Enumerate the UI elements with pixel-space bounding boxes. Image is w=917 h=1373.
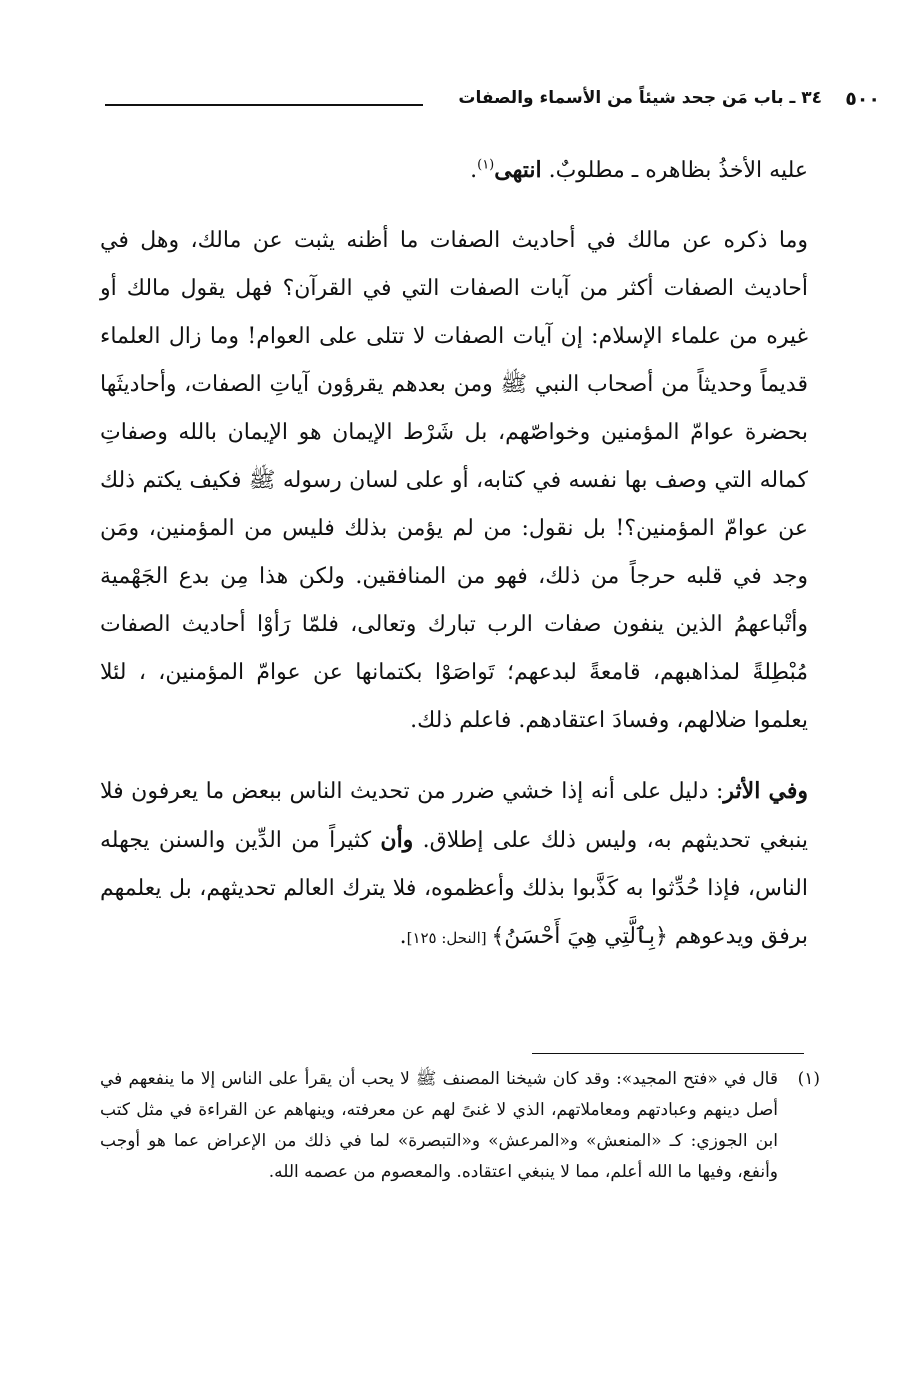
running-header (105, 88, 880, 118)
paragraph-2: وما ذكره عن مالك في أحاديث الصفات ما أظنه يثبت عن مالك، وهل في أحاديث الصفات أكثر من آيات الصفات التي في القرآن؟ فهل يقول مالك أو غيره من علماء الإسلام: إن آيات الصفات لا تتلى على العوام! وما زال العلماء قديماً وحديثاً من أصحاب النبي ﷺ ومن بعدهم يقرؤون آياتِ الصفات، وأحاديثَها بحضرة عوامّ المؤمنين وخواصّهم، بل شَرْط الإيمان هو الإيمان بالله وصفاتِ كماله التي وصف بها نفسه في كتابه، أو على لسان رسوله ﷺ فكيف يكتم ذلك عن عوامّ المؤمنين؟! بل نقول: من لم يؤمن بذلك فليس من المؤمنين، ومَن وجد في قلبه حرجاً من ذلك، فهو من المنافقين. ولكن هذا مِن بدع الجَهْمية وأتْباعهمُ الذين ينفون صفات الرب تبارك وتعالى، فلمّا رَأوْا أحاديث الصفات مُبْطِلةً لمذاهبهم، قامعةً لبدعهم؛ تَواصَوْا بكتمانها عن عوامّ المؤمنين، ، لئلا يعلموا ضلالهم، وفسادَ اعتقادهم. فاعلم ذلك. (100, 228, 808, 733)
paragraph-1 (100, 146, 808, 195)
paragraph-1-end: . (470, 158, 478, 183)
footnote-marker: (١) (797, 1069, 820, 1089)
paragraph-3-end: . (399, 924, 407, 949)
footnote-1 (100, 1064, 820, 1188)
footnotes (100, 1064, 820, 1188)
footnote-ref[interactable]: (١) (477, 157, 495, 173)
header-rule (105, 104, 423, 106)
main-text (100, 146, 808, 962)
wa-anna-bold: وأن (380, 827, 414, 853)
quran-citation: [النحل: ١٢٥] (406, 929, 492, 947)
athar-lead: وفي الأثر (723, 778, 808, 804)
paragraph-1-text: عليه الأخذُ بظاهره ـ مطلوبٌ. (541, 158, 808, 183)
intaha-bold: انتهى (494, 157, 542, 183)
paragraph-3-text-1: : دليل على أنه إذا خشي ضرر من تحديث الناس ببعض ما يعرفون فلا ينبغي تحديثهم به، وليس ذلك على إطلاق. (100, 779, 808, 853)
chapter-title: ٣٤ ـ باب مَن جحد شيئاً من الأسماء والصفات (458, 88, 822, 108)
footnote-text: قال في «فتح المجيد»: وقد كان شيخنا المصنف ﷺ لا يحب أن يقرأ على الناس إلا ما ينفعهم في أصل دينهم وعبادتهم ومعاملاتهم، الذي لا غنىً لهم عن معرفته، وينهاهم عن القراءة في مثل كتب ابن الجوزي: كـ «المنعش» و«المرعش» و«التبصرة» لما في ذلك من الإعراض عما هو أوجب وأنفع، وفيها ما الله أعلم، مما لا ينبغي اعتقاده. والمعصوم من عصمه الله. (100, 1069, 778, 1182)
paragraph-3-text-2: كثيراً من الدِّين والسنن يجهله الناس، فإذا حُدِّثوا به كَذَّبوا بذلك وأعظموه، فلا يترك العالم تحديثهم، بل يعلمهم برفق ويدعوهم ﴿بِٱلَّتِي هِيَ أَحْسَنُ﴾ (100, 828, 808, 949)
footnote-separator (532, 1053, 804, 1054)
paragraph-3 (100, 767, 808, 962)
page-number: ٥٠٠ (845, 88, 880, 110)
